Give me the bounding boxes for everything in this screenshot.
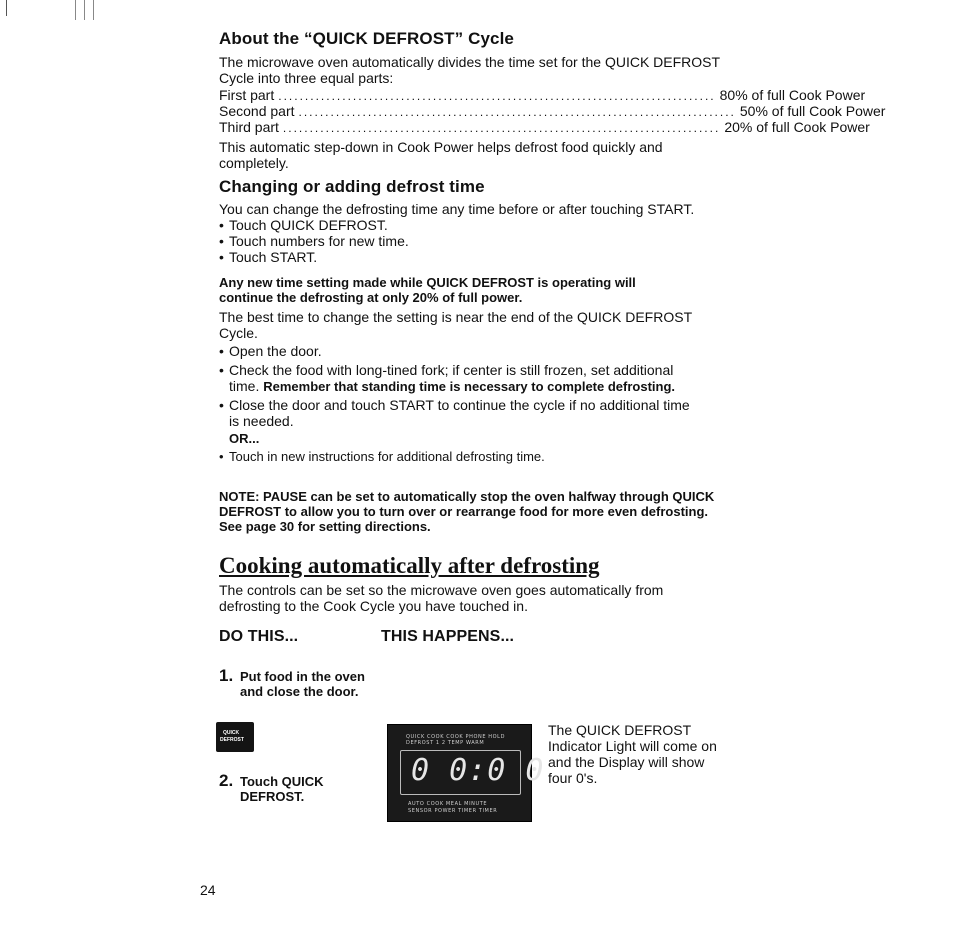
- table-row: Third part .................................................................................. 20% of full Cook Power: [219, 119, 870, 135]
- page-number: 24: [200, 882, 216, 898]
- or-label: OR...: [229, 431, 260, 446]
- display-digits: 0 0:0 0: [411, 753, 545, 788]
- part-label: First part: [219, 87, 275, 103]
- pad-label: QUICK: [223, 730, 240, 736]
- about-heading: About the “QUICK DEFROST” Cycle: [219, 29, 514, 48]
- result-text: The QUICK DEFROST Indicator Light will come on and the Display will show four 0's.: [548, 722, 717, 786]
- note-text: NOTE: PAUSE can be set to automatically stop the oven halfway through QUICK DEFROST to allow you to turn over or rearrange food for more even defrosting. See page 30 for setting directions.: [219, 489, 715, 534]
- list-item: • Touch START.: [219, 249, 409, 265]
- table-row: Second part .................................................................................. 50% of full Cook Power: [219, 103, 886, 119]
- display-top-label: DEFROST 1 2 TEMP WARM: [406, 740, 485, 746]
- changing-intro: You can change the defrosting time any time before or after touching START.: [219, 201, 695, 217]
- part-value: 80% of full Cook Power: [719, 87, 866, 103]
- step-text: Touch QUICK DEFROST.: [240, 774, 324, 804]
- part-label: Second part: [219, 103, 295, 119]
- list-item: • Touch in new instructions for additional defrosting time.: [219, 449, 699, 465]
- step-text: Put food in the oven and close the door.: [240, 669, 365, 699]
- list-item: • Check the food with long-tined fork; if center is still frozen, set additional time. Remember that standing time is necessary to complete defrosting.: [219, 362, 699, 394]
- changing-steps: [219, 217, 409, 265]
- part-label: Third part: [219, 119, 279, 135]
- procedure-list: [219, 343, 699, 465]
- cook-power-table: [219, 87, 886, 136]
- cooking-intro: The controls can be set so the microwave oven goes automatically from defrosting to the Cook Cycle you have touched in.: [219, 582, 664, 614]
- cooking-heading: Cooking automatically after defrosting: [219, 553, 600, 578]
- list-item: • Touch QUICK DEFROST.: [219, 217, 409, 233]
- about-outro: This automatic step-down in Cook Power helps defrost food quickly and completely.: [219, 139, 663, 171]
- step-number: 2.: [219, 771, 234, 790]
- display-bottom-label: SENSOR POWER TIMER TIMER: [408, 808, 498, 814]
- scan-marks: [0, 0, 100, 20]
- best-time-text: The best time to change the setting is near the end of the QUICK DEFROST Cycle.: [219, 309, 692, 341]
- part-value: 20% of full Cook Power: [724, 119, 870, 135]
- display-window: [400, 750, 545, 795]
- list-item: • Close the door and touch START to continue the cycle if no additional time is needed.: [219, 397, 699, 429]
- part-value: 50% of full Cook Power: [739, 103, 886, 119]
- about-intro: The microwave oven automatically divides the time set for the QUICK DEFROST Cycle into three equal parts:: [219, 54, 720, 86]
- oven-display: [387, 724, 545, 822]
- col-do-heading: DO THIS...: [219, 628, 299, 645]
- warning-text: Any new time setting made while QUICK DEFROST is operating will continue the defrosting at only 20% of full power.: [219, 275, 636, 305]
- changing-heading: Changing or adding defrost time: [219, 177, 485, 196]
- col-happens-heading: THIS HAPPENS...: [381, 628, 515, 645]
- display-top-label: QUICK COOK COOK PHONE HOLD: [406, 734, 506, 740]
- list-item: • Open the door.: [219, 343, 699, 359]
- quick-defrost-pad[interactable]: [216, 722, 254, 752]
- display-bottom-label: AUTO COOK MEAL MINUTE: [408, 801, 488, 807]
- list-item: • Touch numbers for new time.: [219, 233, 409, 249]
- step-number: 1.: [219, 666, 234, 685]
- table-row: First part .................................................................................. 80% of full Cook Power: [219, 87, 866, 103]
- pad-label: DEFROST: [220, 737, 244, 743]
